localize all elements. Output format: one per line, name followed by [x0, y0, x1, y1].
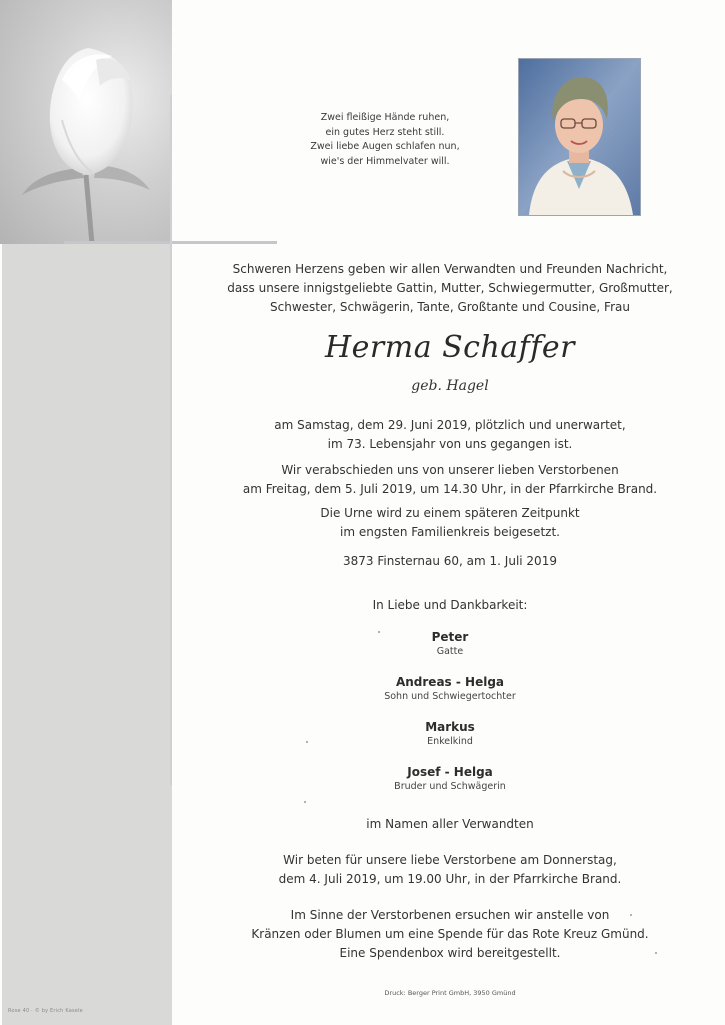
mourner-entry: [180, 764, 720, 794]
mourner-role: Gatte: [436, 646, 464, 657]
donation-notice: [180, 906, 720, 963]
scan-speck: [630, 914, 632, 916]
relatives-text: im Namen aller Verwandten: [366, 817, 534, 831]
mourner-role: Sohn und Schwiegertochter: [384, 691, 516, 702]
relatives-line: [180, 815, 720, 834]
death-notice-line: am Samstag, dem 29. Juni 2019, plötzlich und unerwartet,: [274, 418, 626, 432]
donation-line: Kränzen oder Blumen um eine Spende für das Rote Kreuz Gmünd.: [251, 927, 649, 941]
mourner-role: Bruder und Schwägerin: [394, 781, 506, 792]
poem-line: wie's der Himmelvater will.: [320, 155, 450, 167]
deceased-name: Herma Schaffer: [325, 330, 575, 365]
mourner-name: Peter: [431, 630, 469, 644]
portrait-photo: [518, 58, 641, 216]
place-date: [180, 552, 720, 571]
scan-speck: [306, 741, 308, 743]
intro-line: Schwester, Schwägerin, Tante, Großtante und Cousine, Frau: [270, 300, 630, 314]
mourner-entry: [180, 674, 720, 704]
place-date-text: 3873 Finsternau 60, am 1. Juli 2019: [343, 554, 557, 568]
scan-speck: [378, 631, 380, 633]
mourner-name: Andreas - Helga: [395, 675, 505, 689]
mourner-role: Enkelkind: [427, 736, 473, 747]
prayer-notice: [180, 851, 720, 889]
portrait-illustration: [519, 59, 640, 215]
intro-text: [180, 260, 720, 317]
mourner-entry: [180, 719, 720, 749]
intro-line: Schweren Herzens geben wir allen Verwandten und Freunden Nachricht,: [232, 262, 668, 276]
prayer-line: Wir beten für unsere liebe Verstorbene am Donnerstag,: [283, 853, 617, 867]
urn-line: Die Urne wird zu einem späteren Zeitpunkt: [320, 506, 580, 520]
donation-line: Im Sinne der Verstorbenen ersuchen wir anstelle von: [290, 908, 610, 922]
vertical-rule: [170, 95, 172, 785]
farewell-line: Wir verabschieden uns von unserer lieben Verstorbenen: [281, 463, 619, 477]
poem-line: ein gutes Herz steht still.: [325, 126, 445, 138]
poem-line: Zwei fleißige Hände ruhen,: [320, 112, 450, 123]
poem: [255, 111, 515, 169]
death-notice-line: im 73. Lebensjahr von uns gegangen ist.: [327, 437, 573, 451]
donation-line: Eine Spendenbox wird bereitgestellt.: [339, 946, 561, 960]
grey-side-band: [2, 244, 172, 1025]
farewell-line: am Freitag, dem 5. Juli 2019, um 14.30 Uhr, in der Pfarrkirche Brand.: [242, 482, 658, 496]
printer-credit: Druck: Berger Print GmbH, 3950 Gmünd: [384, 989, 516, 997]
scan-speck: [610, 134, 612, 136]
rose-image: [0, 0, 172, 244]
white-rose-icon: [0, 0, 172, 244]
scan-speck: [304, 801, 306, 803]
farewell-notice: [180, 461, 720, 499]
mourner-name: Markus: [425, 720, 475, 734]
gratitude-heading: [180, 596, 720, 615]
poem-line: Zwei liebe Augen schlafen nun,: [310, 141, 460, 152]
mourner-name: Josef - Helga: [407, 765, 493, 779]
scan-speck: [655, 952, 657, 954]
photo-credit: Rose 40 · © by Erich Kasele: [8, 1008, 83, 1014]
urn-notice: [180, 504, 720, 542]
gratitude-text: In Liebe und Dankbarkeit:: [372, 598, 528, 612]
intro-line: dass unsere innigstgeliebte Gattin, Mutter, Schwiegermutter, Großmutter,: [227, 281, 673, 295]
maiden-name: geb. Hagel: [411, 378, 489, 394]
prayer-line: dem 4. Juli 2019, um 19.00 Uhr, in der Pfarrkirche Brand.: [278, 872, 622, 886]
urn-line: im engsten Familienkreis beigesetzt.: [340, 525, 560, 539]
death-notice: [180, 416, 720, 454]
mourner-entry: [180, 629, 720, 659]
